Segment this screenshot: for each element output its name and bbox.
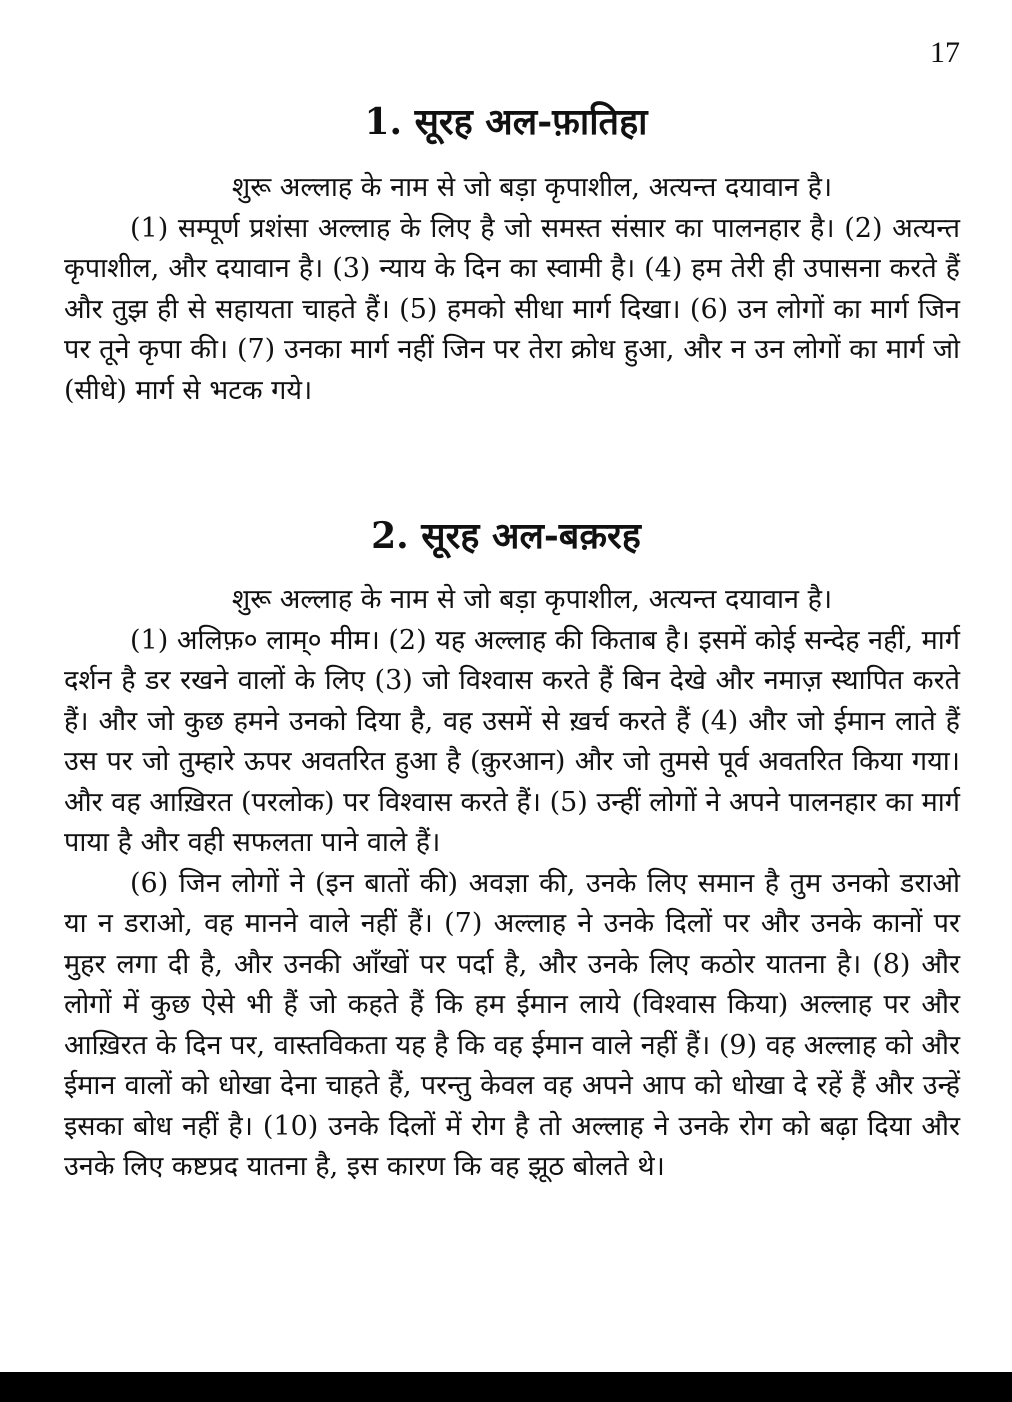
- page-number: 17: [930, 36, 960, 69]
- surah-1-paragraph: (1) सम्पूर्ण प्रशंसा अल्लाह के लिए है जो समस्त संसार का पालनहार है। (2) अत्यन्त कृपाशील, और दयावान है। (3) न्याय के दिन का स्वामी है। (4) हम तेरी ही उपासना करते हैं और तुझ ही से सहायता चाहते हैं। (5) हमको सीधा मार्ग दिखा। (6) उन लोगों का मार्ग जिन पर तूने कृपा की। (7) उनका मार्ग नहीं जिन पर तेरा क्रोध हुआ, और न उन लोगों का मार्ग जो (सीधे) मार्ग से भटक गये।: [64, 212, 960, 406]
- surah-1-basmala: शुरू अल्लाह के नाम से जो बड़ा कृपाशील, अत्यन्त दयावान है।: [231, 172, 833, 203]
- surah-2-title: 2. सूरह अल-बक़रह: [371, 515, 641, 557]
- surah-2-paragraph-1: (1) अलिफ़० लाम्० मीम। (2) यह अल्लाह की किताब है। इसमें कोई सन्देह नहीं, मार्ग दर्शन है डर रखने वालों के लिए (3) जो विश्वास करते हैं बिन देखे और नमाज़ स्थापित करते हैं। और जो कुछ हमने उनको दिया है, वह उसमें से ख़र्च करते हैं (4) और जो ईमान लाते हैं उस पर जो तुम्हारे ऊपर अवतरित हुआ है (क़ुरआन) और जो तुमसे पूर्व अवतरित किया गया। और वह आख़िरत (परलोक) पर विश्वास करते हैं। (5) उन्हीं लोगों ने अपने पालनहार का मार्ग पाया है और वही सफलता पाने वाले हैं।: [64, 624, 960, 858]
- surah-1-text: [64, 168, 960, 411]
- bottom-black-bar: [0, 1372, 1012, 1402]
- surah-2-text: [64, 580, 960, 1188]
- surah-1-title: 1. सूरह अल-फ़ातिहा: [364, 101, 648, 143]
- surah-2-paragraph-2: (6) जिन लोगों ने (इन बातों की) अवज्ञा की, उनके लिए समान है तुम उनको डराओ या न डराओ, वह मानने वाले नहीं हैं। (7) अल्लाह ने उनके दिलों पर और उनके कानों पर मुहर लगा दी है, और उनकी आँखों पर पर्दा है, और उनके लिए कठोर यातना है। (8) और लोगों में कुछ ऐसे भी हैं जो कहते हैं कि हम ईमान लाये (विश्वास किया) अल्लाह पर और आख़िरत के दिन पर, वास्तविकता यह है कि वह ईमान वाले नहीं हैं। (9) वह अल्लाह को और ईमान वालों को धोखा देना चाहते हैं, परन्तु केवल वह अपने आप को धोखा दे रहें हैं और उन्हें इसका बोध नहीं है। (10) उनके दिलों में रोग है तो अल्लाह ने उनके रोग को बढ़ा दिया और उनके लिए कष्टप्रद यातना है, इस कारण कि वह झूठ बोलते थे।: [64, 867, 960, 1182]
- surah-2-basmala: शुरू अल्लाह के नाम से जो बड़ा कृपाशील, अत्यन्त दयावान है।: [231, 584, 833, 615]
